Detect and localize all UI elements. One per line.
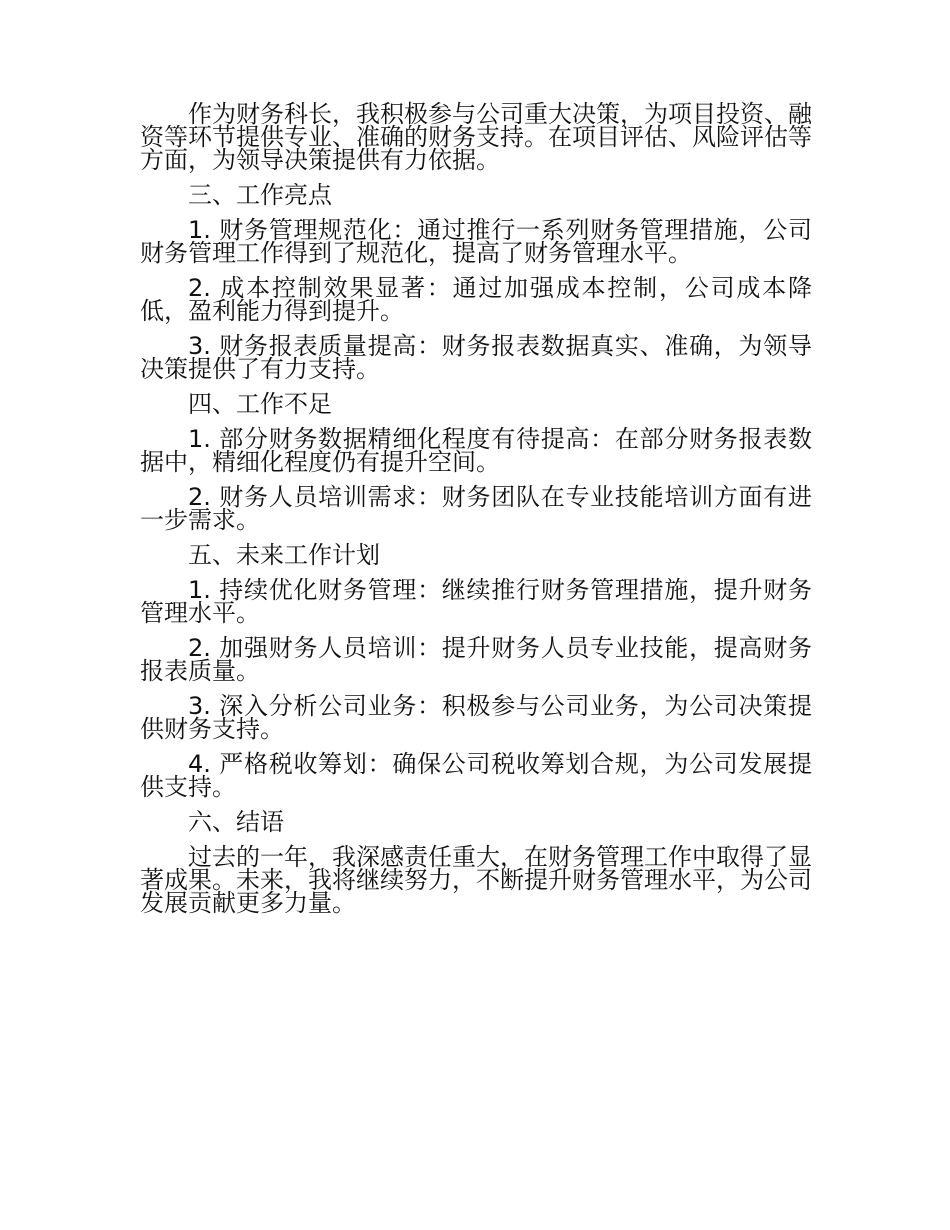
heading-conclusion: 六、结语	[188, 808, 284, 836]
paragraph-plan-4: 4. 严格税收筹划：确保公司税收筹划合规，为公司发展提供支持。	[140, 750, 812, 801]
paragraph-plan-2: 2. 加强财务人员培训：提升财务人员专业技能，提高财务报表质量。	[140, 634, 812, 685]
heading-highlights: 三、工作亮点	[188, 181, 332, 209]
paragraph-plan-1: 1. 持续优化财务管理：继续推行财务管理措施，提升财务管理水平。	[140, 576, 812, 627]
document-body	[140, 100, 812, 917]
paragraph-shortcoming-2: 2. 财务人员培训需求：财务团队在专业技能培训方面有进一步需求。	[140, 483, 812, 534]
paragraph-conclusion: 过去的一年，我深感责任重大，在财务管理工作中取得了显著成果。未来，我将继续努力，不断提升财务管理水平，为公司发展贡献更多力量。	[140, 843, 812, 917]
paragraph-highlight-3: 3. 财务报表质量提高：财务报表数据真实、准确，为领导决策提供了有力支持。	[140, 332, 812, 383]
paragraph-plan-3: 3. 深入分析公司业务：积极参与公司业务，为公司决策提供财务支持。	[140, 692, 812, 743]
paragraph-highlight-1: 1. 财务管理规范化：通过推行一系列财务管理措施，公司财务管理工作得到了规范化，提高了财务管理水平。	[140, 216, 812, 267]
heading-shortcomings: 四、工作不足	[188, 390, 332, 418]
heading-future-plan: 五、未来工作计划	[188, 541, 380, 569]
paragraph-highlight-2: 2. 成本控制效果显著：通过加强成本控制，公司成本降低，盈利能力得到提升。	[140, 274, 812, 325]
paragraph-shortcoming-1: 1. 部分财务数据精细化程度有待提高：在部分财务报表数据中，精细化程度仍有提升空间。	[140, 425, 812, 476]
paragraph-decision-support: 作为财务科长，我积极参与公司重大决策，为项目投资、融资等环节提供专业、准确的财务支持。在项目评估、风险评估等方面，为领导决策提供有力依据。	[140, 100, 812, 174]
